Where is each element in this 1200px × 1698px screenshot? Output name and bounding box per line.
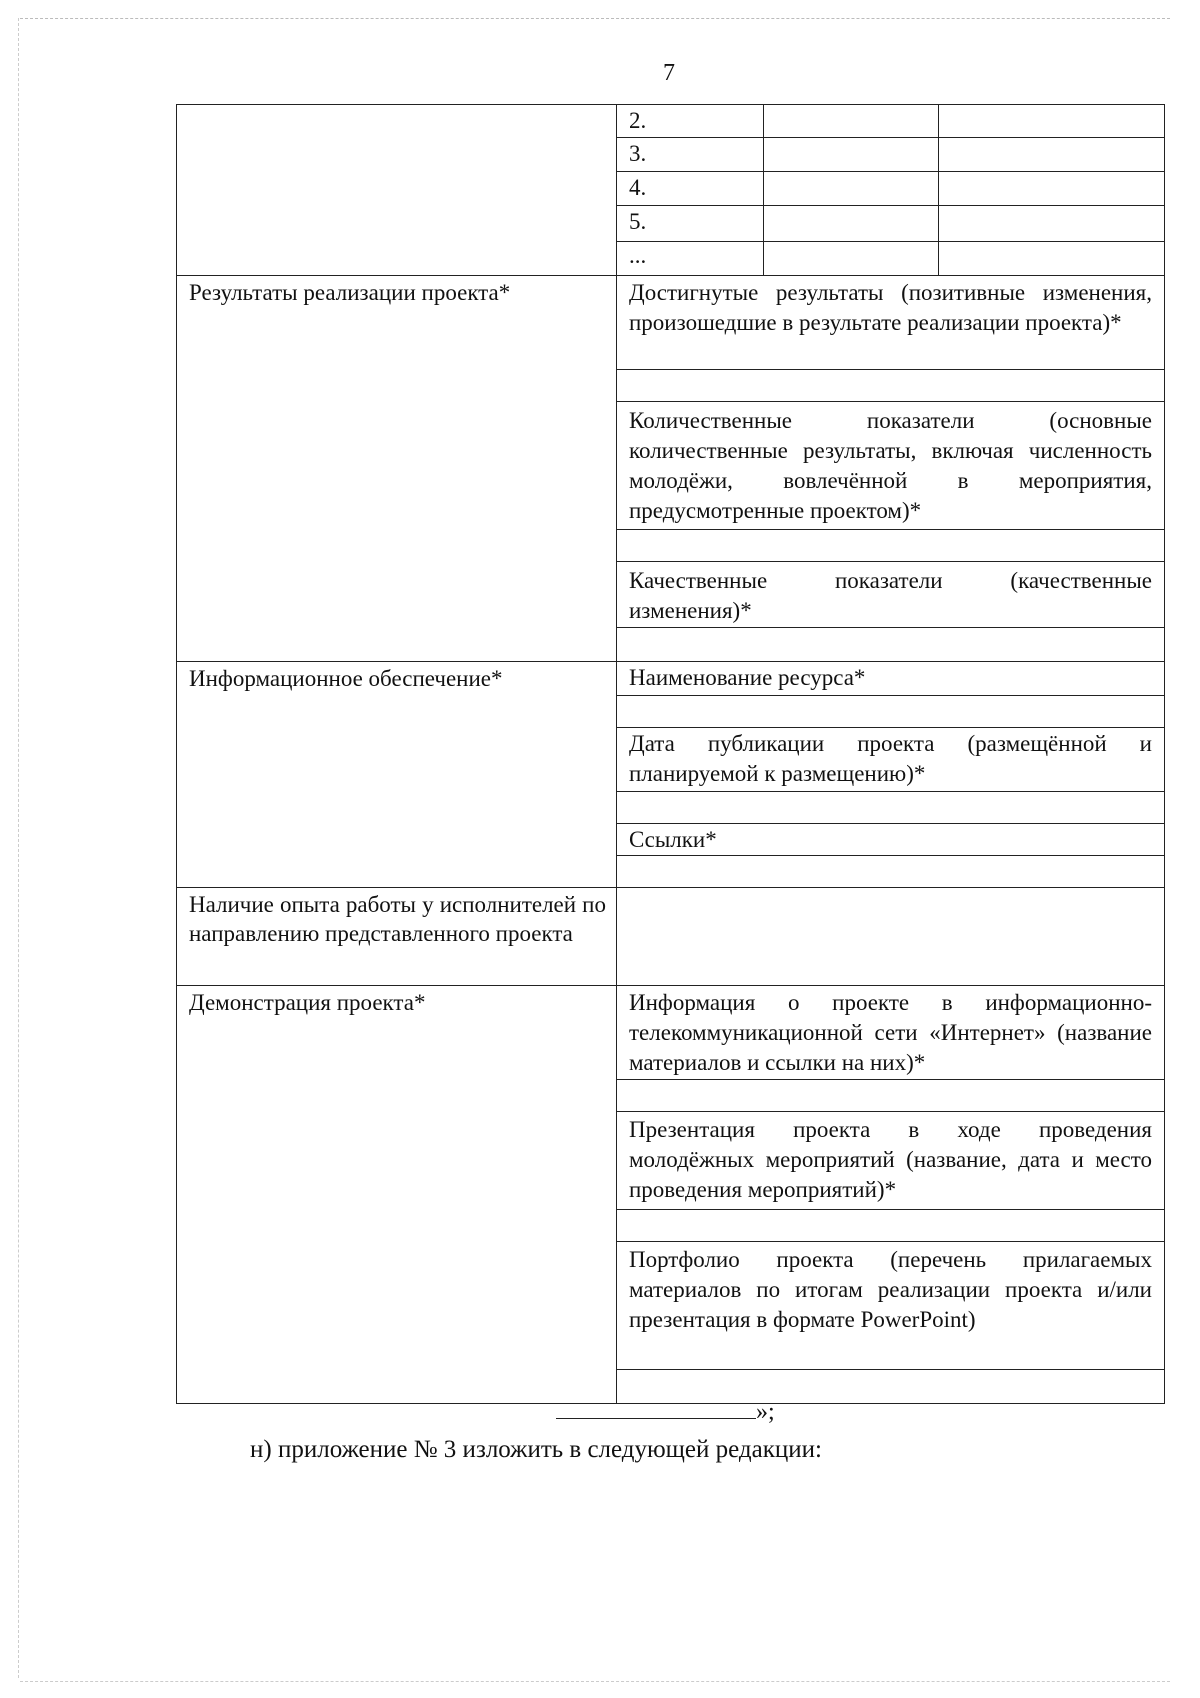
- row-divider: [617, 401, 1164, 402]
- scan-border-bottom: [20, 1681, 1170, 1682]
- row-divider: [617, 1079, 1164, 1080]
- demo-presentation: Презентация проекта в ходе проведения молодёжных мероприятий (название, дата и место проведения мероприятий)*: [629, 1117, 1152, 1202]
- demo-label-cell: [177, 986, 617, 1403]
- numbered-row-label: 4.: [629, 175, 647, 200]
- column-divider-1: [763, 105, 764, 275]
- info-support-label-cell: [177, 662, 617, 887]
- row-divider: [617, 823, 1164, 824]
- closing-quote: »;: [756, 1399, 775, 1425]
- row-divider: [617, 1209, 1164, 1210]
- info-resource-name: Наименование ресурса*: [629, 665, 866, 690]
- info-support-label: Информационное обеспечение*: [189, 666, 503, 691]
- info-publication-date: Дата публикации проекта (размещённой и планируемой к размещению)*: [629, 731, 1152, 786]
- numbered-row-label: 3.: [629, 141, 647, 166]
- demo-portfolio: Портфолио проекта (перечень прилагаемых материалов по итогам реализации проекта и/или презентация в формате PowerPoint): [629, 1247, 1152, 1332]
- row-divider: [617, 627, 1164, 628]
- demo-label: Демонстрация проекта*: [189, 990, 426, 1015]
- scan-border-left: [18, 18, 19, 1678]
- page-number-container: [0, 60, 1200, 87]
- results-achieved: Достигнутые результаты (позитивные изменения, произошедшие в результате реализации проекта)*: [629, 280, 1152, 335]
- column-divider-2: [938, 105, 939, 275]
- row-divider: [617, 137, 1164, 138]
- row-divider: [617, 855, 1164, 856]
- row-divider: [617, 1111, 1164, 1112]
- scan-border-top: [20, 18, 1170, 19]
- row-divider: [617, 791, 1164, 792]
- instruction-text: н) приложение № 3 изложить в следующей редакции:: [250, 1436, 822, 1463]
- row-divider: [617, 1241, 1164, 1242]
- row-divider: [617, 561, 1164, 562]
- numbered-row-label: 5.: [629, 209, 647, 234]
- row-divider: [617, 1369, 1164, 1370]
- experience-label: Наличие опыта работы у исполнителей по направлению представленного проекта: [189, 892, 606, 946]
- results-quantitative: Количественные показатели (основные количественные результаты, включая численность молодёжи, вовлечённой в мероприятия, предусмотренные проектом)*: [629, 408, 1152, 523]
- demo-internet-info: Информация о проекте в информационно-телекоммуникационной сети «Интернет» (название материалов и ссылки на них)*: [629, 990, 1152, 1075]
- row-divider: [617, 369, 1164, 370]
- row-divider: [617, 695, 1164, 696]
- numbered-section-left-cell: [177, 105, 617, 275]
- numbered-row-label: ...: [629, 243, 647, 268]
- closing-line: [556, 1398, 775, 1426]
- blank-underline: [556, 1398, 756, 1419]
- row-divider: [617, 241, 1164, 242]
- row-divider: [617, 727, 1164, 728]
- row-divider: [617, 205, 1164, 206]
- results-label-cell: [177, 276, 617, 661]
- info-links: Ссылки*: [629, 827, 717, 852]
- page-number: 7: [663, 60, 675, 86]
- row-divider: [617, 529, 1164, 530]
- results-qualitative: Качественные показатели (качественные изменения)*: [629, 568, 1152, 623]
- results-label: Результаты реализации проекта*: [189, 280, 511, 305]
- experience-label-cell: [177, 888, 617, 985]
- numbered-row-label: 2.: [629, 108, 647, 133]
- project-table: [176, 104, 1165, 1404]
- row-divider: [617, 171, 1164, 172]
